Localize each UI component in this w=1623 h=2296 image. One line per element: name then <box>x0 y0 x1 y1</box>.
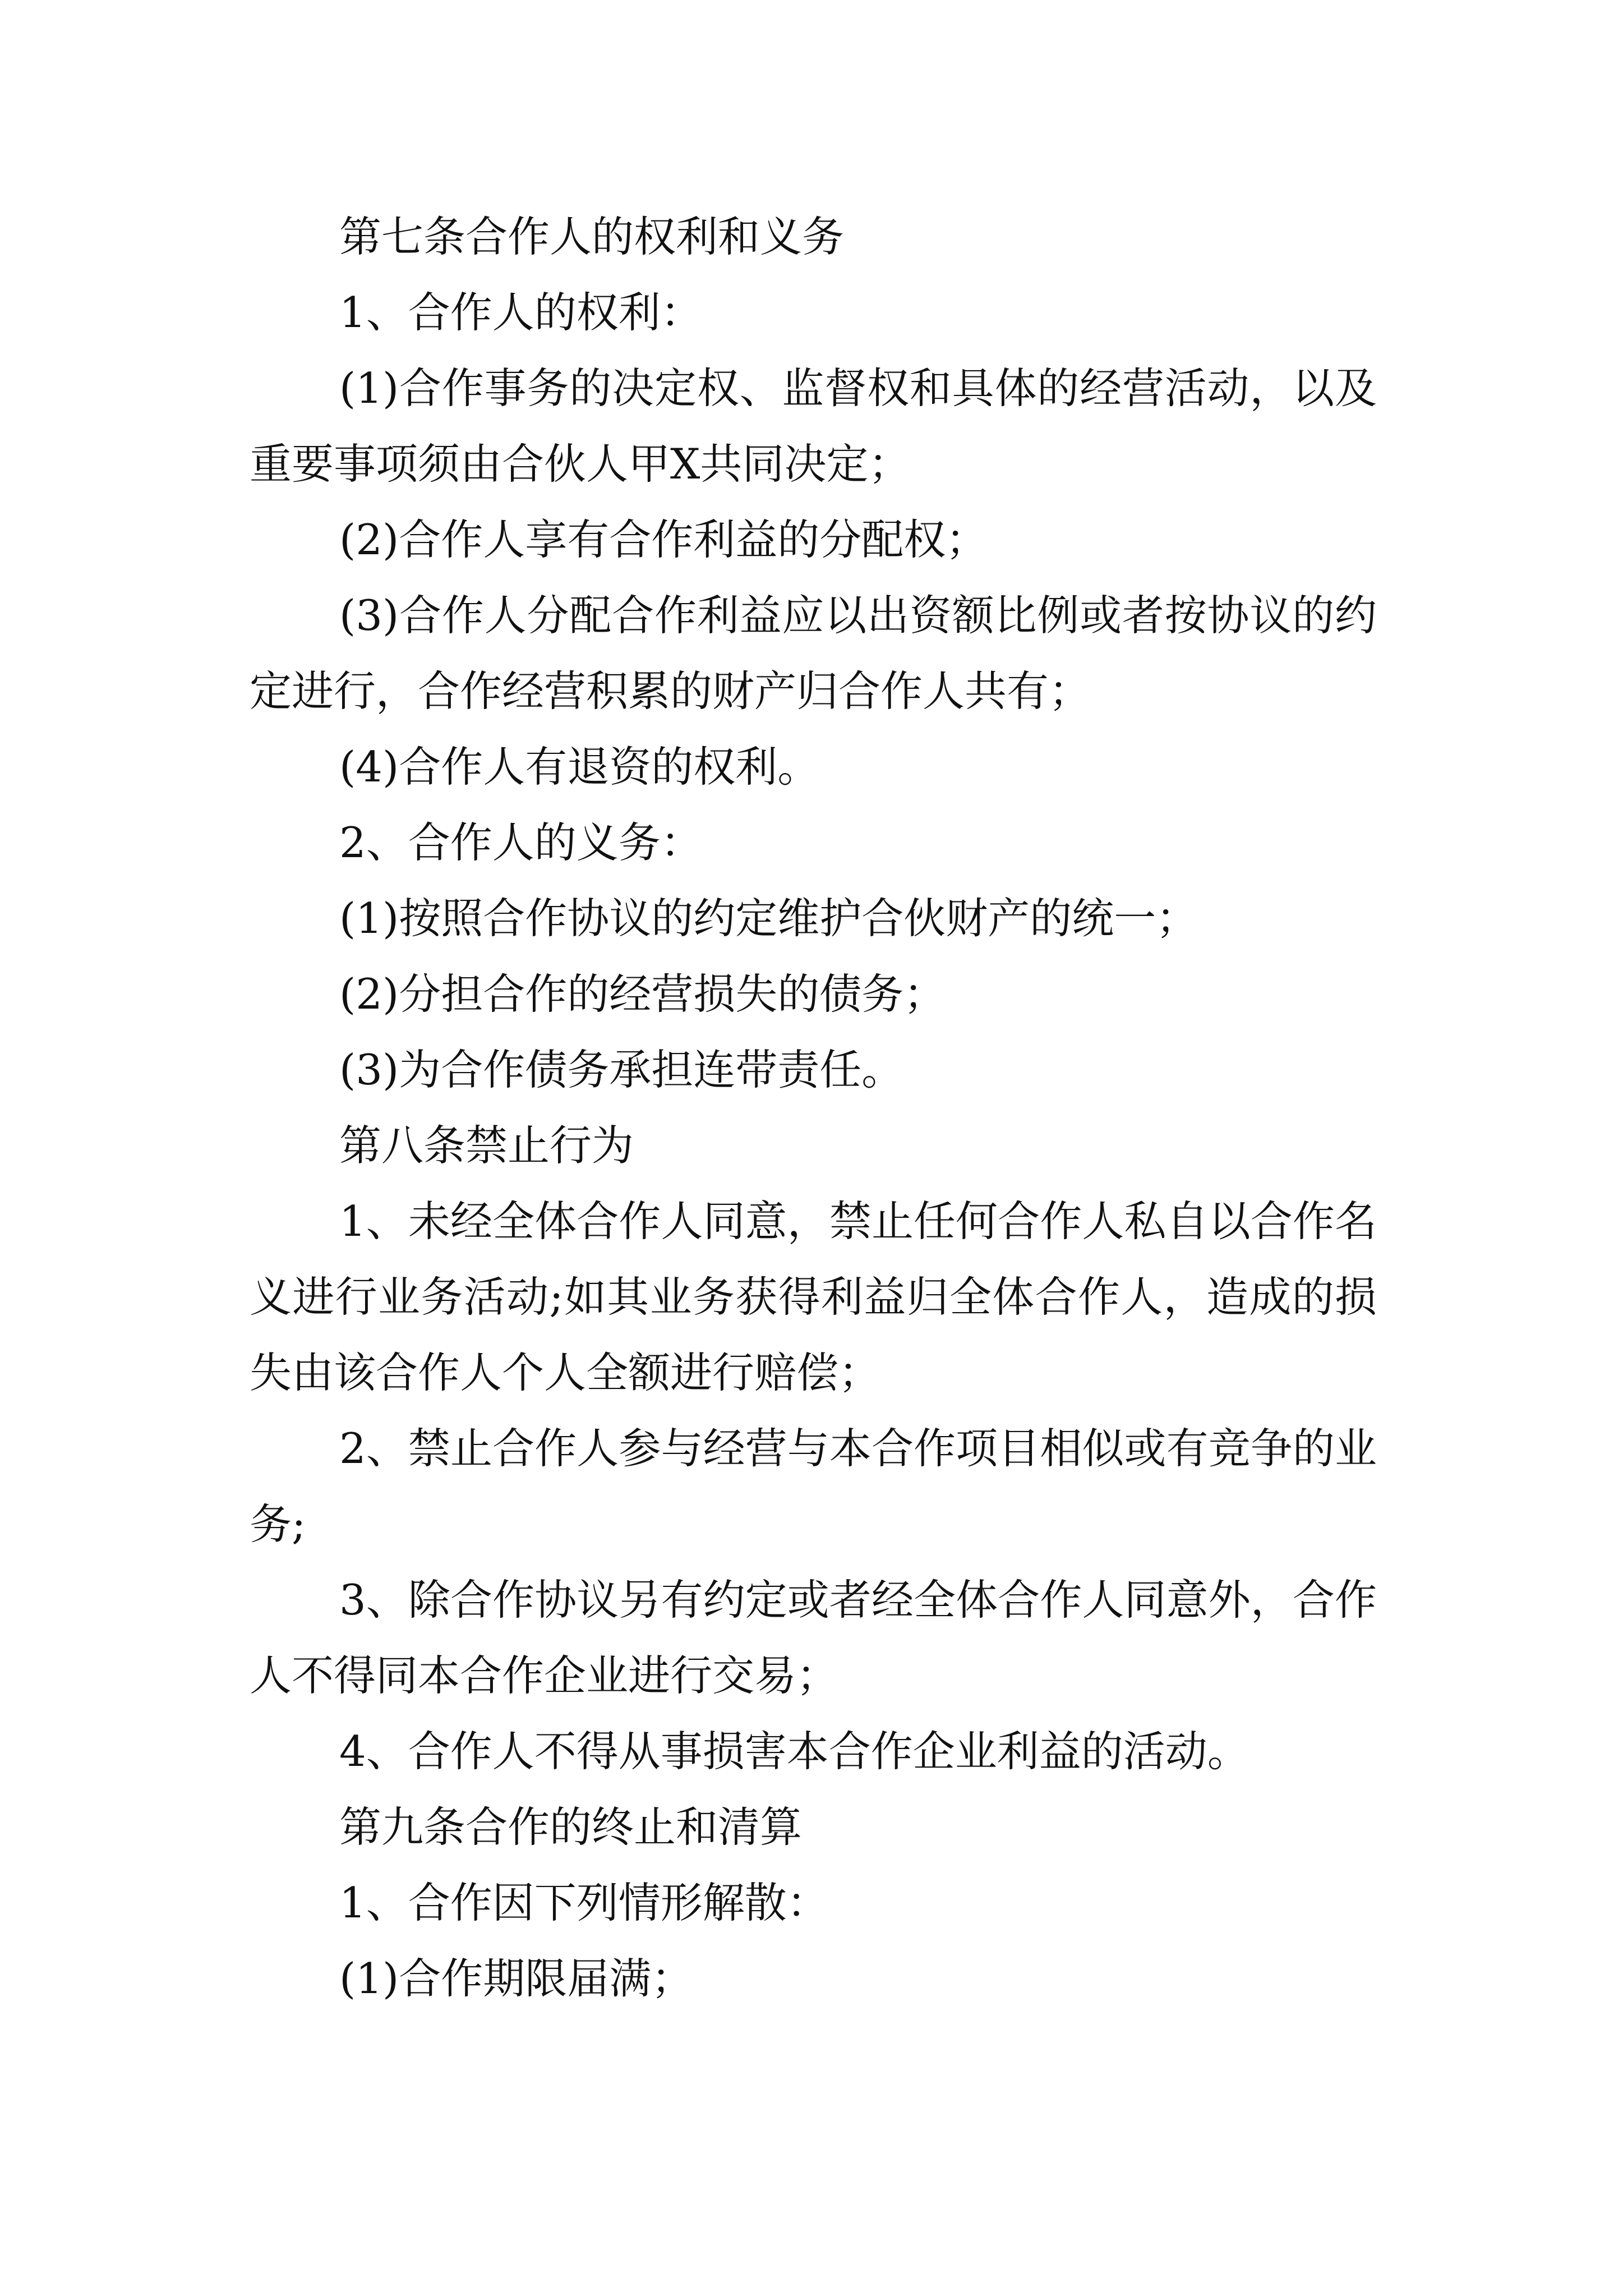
section-partner-obligations: 2、合作人的义务： <box>339 818 703 867</box>
rights-item-2: (2)合作人享有合作利益的分配权； <box>339 515 988 564</box>
prohibition-item-4: 4、合作人不得从事损害本合作企业利益的活动。 <box>339 1727 1249 1776</box>
prohibition-item-1: 1、未经全体合作人同意，禁止任何合作人私自以合作名义进行业务活动;如其业务获得利益归全体合作人，造成的损失由该合作人个人全额进行赔偿； <box>250 1197 1377 1397</box>
obligations-item-2: (2)分担合作的经营损失的债务； <box>339 969 946 1019</box>
prohibition-item-3: 3、除合作协议另有约定或者经全体合作人同意外，合作人不得同本合作企业进行交易； <box>250 1575 1377 1700</box>
prohibition-item-2: 2、禁止合作人参与经营与本合作项目相似或有竞争的业务; <box>250 1424 1377 1549</box>
heading-article-8: 第八条禁止行为 <box>339 1121 634 1170</box>
document-body <box>250 199 1377 2017</box>
heading-article-7: 第七条合作人的权利和义务 <box>339 212 845 261</box>
dissolution-intro: 1、合作因下列情形解散： <box>339 1878 829 1927</box>
heading-article-9: 第九条合作的终止和清算 <box>339 1802 803 1852</box>
obligations-item-1: (1)按照合作协议的约定维护合伙财产的统一； <box>339 894 1198 943</box>
rights-item-3: (3)合作人分配合作利益应以出资额比例或者按协议的约定进行，合作经营积累的财产归合作人共有； <box>250 591 1377 716</box>
obligations-item-3: (3)为合作债务承担连带责任。 <box>339 1045 904 1094</box>
section-partner-rights: 1、合作人的权利： <box>339 288 703 337</box>
rights-item-1: (1)合作事务的决定权、监督权和具体的经营活动，以及重要事项须由合伙人甲X共同决定； <box>250 364 1377 489</box>
dissolution-item-1: (1)合作期限届满； <box>339 1954 694 2003</box>
rights-item-4: (4)合作人有退资的权利。 <box>339 742 820 792</box>
